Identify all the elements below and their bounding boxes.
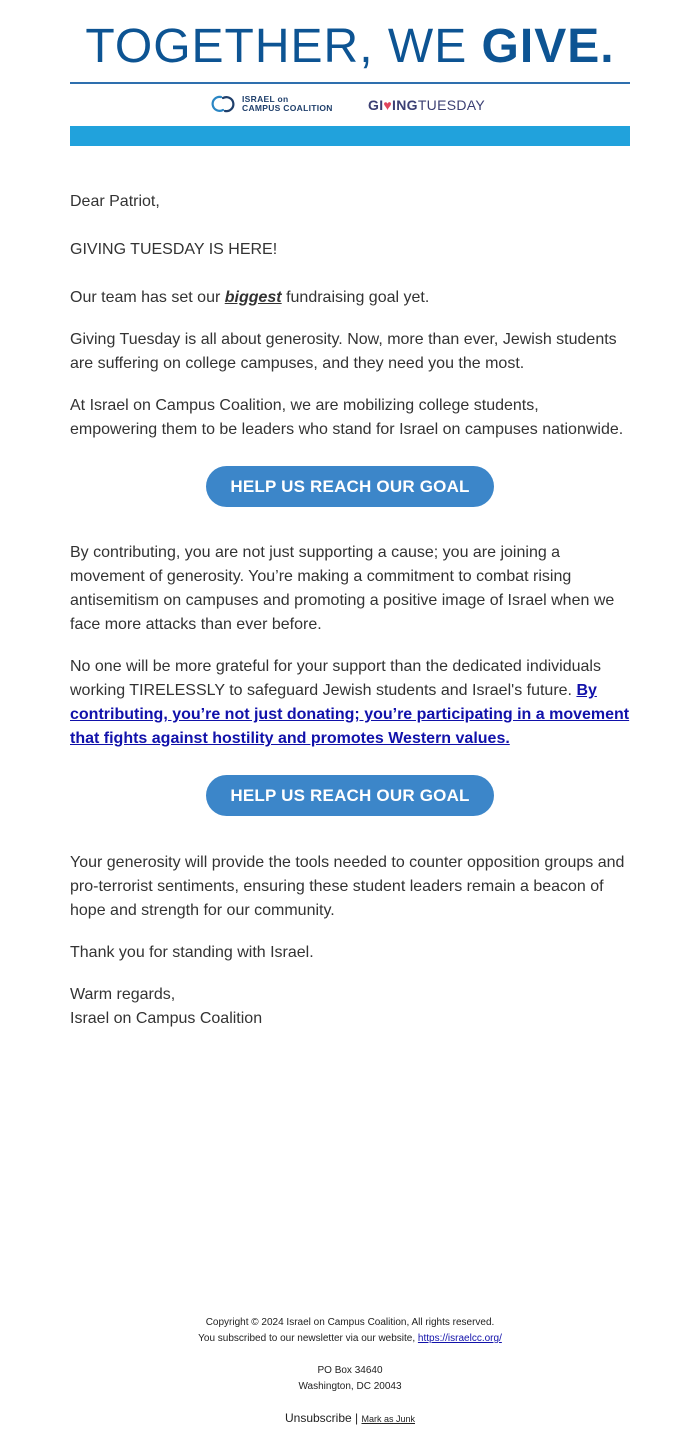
gt-part1: GI xyxy=(368,97,384,113)
contribute-link[interactable]: By contributing, you’re not just donating; you’re participating in a movement that fights against hostility and promotes Western values. xyxy=(70,682,630,747)
paragraph-2: At Israel on Campus Coalition, we are mobilizing college students, empowering them to be leaders who stand for Israel on campuses nationwide. xyxy=(70,397,624,438)
unsubscribe-link[interactable]: Unsubscribe xyxy=(284,1411,352,1425)
iccl-logo-line2: CAMPUS COALITION xyxy=(242,103,333,113)
signature: Israel on Campus Coalition xyxy=(70,1010,263,1027)
help-reach-goal-button-2[interactable]: HELP US REACH OUR GOAL xyxy=(206,775,494,816)
footer-address-line2: Washington, DC 20043 xyxy=(298,1381,402,1392)
header-band xyxy=(70,126,630,146)
goal-paragraph xyxy=(70,286,630,310)
mark-junk-link[interactable]: Mark as Junk xyxy=(361,1414,416,1424)
gt-part2: ING xyxy=(392,97,418,113)
signoff: Warm regards, xyxy=(70,986,176,1003)
header-divider xyxy=(70,82,630,84)
paragraph-5: Your generosity will provide the tools needed to counter opposition groups and pro-terrorist sentiments, ensuring these student leaders remain a beacon of hope and strength for our community. xyxy=(70,854,625,919)
goal-pre: Our team has set our xyxy=(70,289,225,306)
paragraph-4-text: No one will be more grateful for your support than the dedicated individuals working TIRELESSLY to safeguard Jewish students and Israel's future. xyxy=(70,658,601,699)
goal-post: fundraising goal yet. xyxy=(281,289,430,306)
footer-subscribed xyxy=(0,1331,700,1347)
iccl-logo xyxy=(211,94,333,114)
gt-heart-icon: ♥ xyxy=(383,97,393,113)
help-reach-goal-button-1[interactable]: HELP US REACH OUR GOAL xyxy=(206,466,494,507)
headline-bold: GIVE. xyxy=(481,20,615,73)
iccl-swirl-icon xyxy=(211,94,235,114)
gt-part3: TUESDAY xyxy=(417,97,485,113)
iccl-logo-text xyxy=(242,95,333,113)
goal-emphasis: biggest xyxy=(224,289,282,306)
logo-row xyxy=(70,92,630,120)
paragraph-1: Giving Tuesday is all about generosity. Now, more than ever, Jewish students are suffering on college campuses, and they need you the most. xyxy=(70,331,617,372)
headline xyxy=(70,18,630,76)
paragraph-4 xyxy=(70,655,630,751)
iccl-logo-line1: ISRAEL on xyxy=(242,94,289,104)
thanks-line: Thank you for standing with Israel. xyxy=(70,944,314,961)
website-link[interactable]: https://israelcc.org/ xyxy=(417,1333,502,1344)
paragraph-3: By contributing, you are not just supporting a cause; you are joining a movement of generosity. You’re making a commitment to combat rising antisemitism on campuses and promoting a positive image of Israel when we face more attacks than ever before. xyxy=(70,544,615,633)
announcement: GIVING TUESDAY IS HERE! xyxy=(70,241,278,258)
headline-light: TOGETHER, WE xyxy=(85,20,482,73)
footer-actions xyxy=(0,1410,700,1428)
footer-subscribed-text: You subscribed to our newsletter via our website, xyxy=(198,1333,418,1344)
giving-tuesday-logo xyxy=(368,96,485,114)
greeting: Dear Patriot, xyxy=(70,193,160,210)
footer-address-line1: PO Box 34640 xyxy=(317,1365,383,1376)
footer-separator: | xyxy=(351,1411,362,1425)
footer-copyright: Copyright © 2024 Israel on Campus Coalition, All rights reserved. xyxy=(205,1317,495,1328)
